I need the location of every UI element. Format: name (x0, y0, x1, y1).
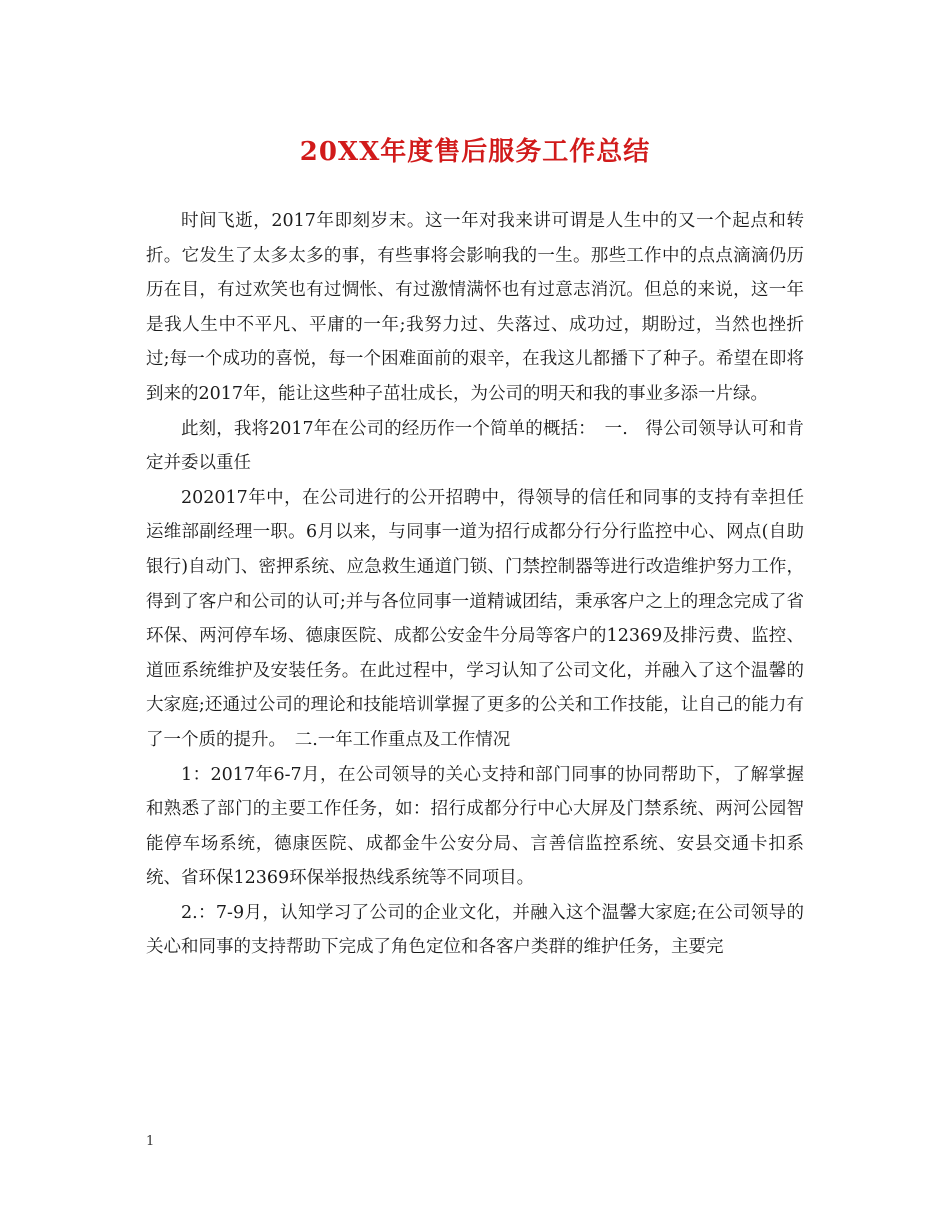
paragraph: 此刻，我将2017年在公司的经历作一个简单的概括： 一. 得公司领导认可和肯定并委以重任 (146, 418, 804, 474)
document-title: 20XX年度售后服务工作总结 (299, 137, 651, 167)
paragraph: 2.：7-9月，认知学习了公司的企业文化，并融入这个温馨大家庭;在公司领导的关心和同事的支持帮助下完成了角色定位和各客户类群的维护任务，主要完 (146, 902, 804, 958)
paragraph: 202017年中，在公司进行的公开招聘中，得领导的信任和同事的支持有幸担任运维部副经理一职。6月以来，与同事一道为招行成都分行分行监控中心、网点(自助银行)自动门、密押系统、应急救生通道门锁、门禁控制器等进行改造维护努力工作，得到了客户和公司的认可;并与各位同事一道精诚团结，秉承客户之上的理念完成了省环保、两河停车场、德康医院、成都公安金牛分局等客户的12369及排污费、监控、道匝系统维护及安装任务。在此过程中，学习认知了公司文化，并融入了这个温馨的大家庭;还通过公司的理论和技能培训掌握了更多的公关和工作技能，让自己的能力有了一个质的提升。 二.一年工作重点及工作情况 (146, 487, 804, 750)
paragraph: 1：2017年6-7月，在公司领导的关心支持和部门同事的协同帮助下，了解掌握和熟悉了部门的主要工作任务，如：招行成都分行中心大屏及门禁系统、两河公园智能停车场系统，德康医院、成都金牛公安分局、言善信监控系统、安县交通卡扣系统、省环保12369环保举报热线系统等不同项目。 (146, 764, 804, 889)
document-body (146, 204, 804, 965)
paragraph: 时间飞逝，2017年即刻岁末。这一年对我来讲可谓是人生中的又一个起点和转折。它发生了太多太多的事，有些事将会影响我的一生。那些工作中的点点滴滴仍历历在目，有过欢笑也有过惆怅、有过激情满怀也有过意志消沉。但总的来说，这一年是我人生中不平凡、平庸的一年;我努力过、失落过、成功过，期盼过，当然也挫折过;每一个成功的喜悦，每一个困难面前的艰辛，在我这儿都播下了种子。希望在即将到来的2017年，能让这些种子茁壮成长，为公司的明天和我的事业多添一片绿。 (146, 211, 804, 404)
page-number: 1 (146, 1134, 155, 1149)
